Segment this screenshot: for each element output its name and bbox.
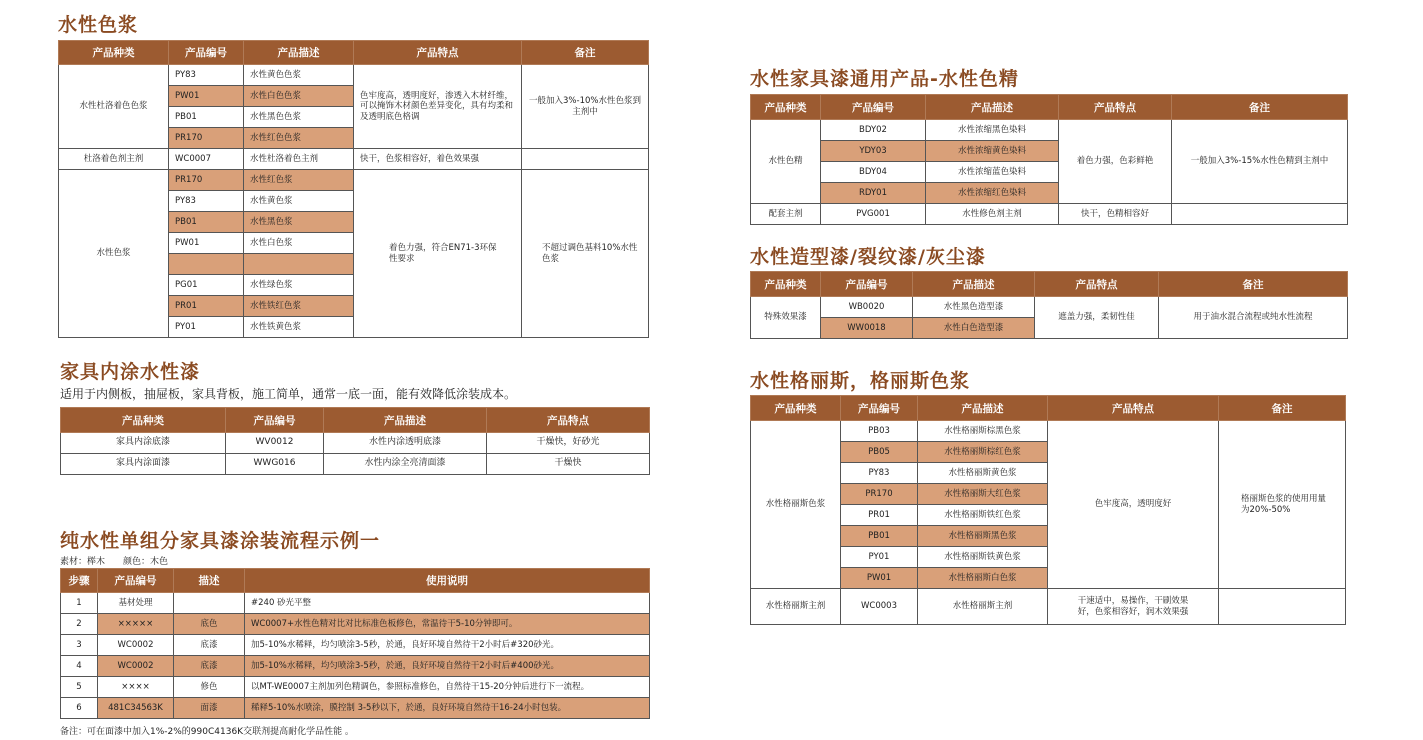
desc-cell: 水性铁红色浆 — [244, 296, 354, 317]
table-row — [61, 614, 650, 635]
step-cell: 4 — [61, 656, 98, 677]
desc-cell: 水性黄色色浆 — [244, 65, 354, 86]
code-cell: WC0002 — [98, 656, 174, 677]
instruction-cell: 加5-10%水稀释，均匀喷涂3-5秒，於通，良好环境自然待干2小时后#320砂光。 — [245, 635, 650, 656]
header-cell: 产品描述 — [926, 95, 1059, 120]
table-row — [61, 593, 650, 614]
code-cell: RDY01 — [821, 183, 926, 204]
header-cell: 产品特点 — [1059, 95, 1172, 120]
desc-cell: 水性格丽斯铁红色浆 — [918, 505, 1048, 526]
desc-cell: 底漆 — [174, 656, 245, 677]
header-cell: 产品特点 — [1048, 396, 1219, 421]
header-cell: 产品编号 — [841, 396, 918, 421]
desc-cell: 水性黑色色浆 — [244, 107, 354, 128]
desc-cell: 水性格丽斯黑色浆 — [918, 526, 1048, 547]
table-row — [61, 698, 650, 719]
desc-cell: 水性白色造型漆 — [913, 318, 1035, 339]
desc-cell: 水性内涂全亮清面漆 — [324, 454, 487, 475]
table-row — [61, 677, 650, 698]
desc-cell: 底色 — [174, 614, 245, 635]
category-cell: 水性格丽斯主剂 — [751, 589, 841, 625]
interior-paint-table — [60, 407, 650, 475]
code-cell: PR170 — [841, 484, 918, 505]
desc-cell: 水性黑色浆 — [244, 212, 354, 233]
desc-cell: 水性绿色浆 — [244, 275, 354, 296]
code-cell: PY01 — [169, 317, 244, 338]
table-row — [61, 656, 650, 677]
feature-cell: 遮盖力强，柔韧性佳 — [1035, 297, 1159, 339]
header-cell: 产品描述 — [913, 272, 1035, 297]
desc-cell: 水性浓缩黑色染料 — [926, 120, 1059, 141]
header-cell: 产品种类 — [61, 408, 226, 433]
category-cell: 水性杜洛着色色浆 — [59, 65, 169, 149]
remark-cell: 不超过调色基料10%水性色浆 — [522, 170, 649, 338]
desc-cell: 水性浓缩黄色染料 — [926, 141, 1059, 162]
header-cell: 产品描述 — [918, 396, 1048, 421]
table-header-row — [751, 95, 1348, 120]
remark-cell: 用于油水混合流程或纯水性流程 — [1159, 297, 1348, 339]
desc-cell: 水性格丽斯大红色浆 — [918, 484, 1048, 505]
table-row — [751, 421, 1346, 442]
table-header-row — [751, 396, 1346, 421]
table-row — [751, 589, 1346, 625]
desc-cell: 水性白色色浆 — [244, 86, 354, 107]
instruction-cell: 以MT-WE0007主剂加列色精调色，参照标准修色，自然待干15-20分钟后进行下一流程。 — [245, 677, 650, 698]
feature-cell: 着色力强，色彩鲜艳 — [1059, 120, 1172, 204]
table-row — [61, 454, 650, 475]
section-subtitle-interior-paint: 适用于内侧板，抽屉板，家具背板，施工简单，通常一底一面，能有效降低涂装成本。 — [60, 387, 517, 401]
desc-cell: 水性格丽斯白色浆 — [918, 568, 1048, 589]
header-cell: 产品特点 — [487, 408, 650, 433]
header-cell: 产品编号 — [226, 408, 324, 433]
desc-cell: 水性铁黄色浆 — [244, 317, 354, 338]
header-cell: 产品编号 — [98, 569, 174, 593]
table-row — [61, 433, 650, 454]
table-header-row — [59, 41, 649, 65]
code-cell: PR170 — [169, 170, 244, 191]
desc-cell: 底漆 — [174, 635, 245, 656]
code-cell: 481C34563K — [98, 698, 174, 719]
desc-cell — [174, 593, 245, 614]
header-cell: 产品种类 — [751, 272, 821, 297]
header-cell: 产品种类 — [751, 95, 821, 120]
section-title-process-example: 纯水性单组分家具漆涂装流程示例一 — [60, 530, 381, 552]
category-cell: 特殊效果漆 — [751, 297, 821, 339]
process-note: 备注：可在面漆中加入1%-2%的990C4136K交联剂提高耐化学品性能 。 — [60, 727, 354, 737]
desc-cell: 水性浓缩红色染料 — [926, 183, 1059, 204]
code-cell: PG01 — [169, 275, 244, 296]
table-row — [61, 635, 650, 656]
header-cell: 产品编号 — [169, 41, 244, 65]
code-cell: PB01 — [169, 107, 244, 128]
glaze-table — [750, 395, 1346, 625]
code-cell: BDY04 — [821, 162, 926, 183]
code-cell: PR01 — [169, 296, 244, 317]
code-cell: PVG001 — [821, 204, 926, 225]
table-row — [59, 65, 649, 86]
desc-cell: 水性黄色浆 — [244, 191, 354, 212]
desc-cell: 水性红色色浆 — [244, 128, 354, 149]
header-cell: 产品种类 — [751, 396, 841, 421]
code-cell: PB05 — [841, 442, 918, 463]
code-cell: PY01 — [841, 547, 918, 568]
desc-cell: 面漆 — [174, 698, 245, 719]
instruction-cell: #240 砂光平整 — [245, 593, 650, 614]
desc-cell: 水性浓缩蓝色染料 — [926, 162, 1059, 183]
table-row — [59, 149, 649, 170]
feature-cell: 着色力强，符合EN71-3环保性要求 — [354, 170, 522, 338]
header-cell: 产品描述 — [244, 41, 354, 65]
step-cell: 1 — [61, 593, 98, 614]
table-row — [751, 120, 1348, 141]
header-cell: 备注 — [1159, 272, 1348, 297]
code-cell: WC0003 — [841, 589, 918, 625]
category-cell: 配套主剂 — [751, 204, 821, 225]
material-info: 素材：榉木 颜色：木色 — [60, 557, 169, 567]
step-cell: 5 — [61, 677, 98, 698]
step-cell: 6 — [61, 698, 98, 719]
feature-cell: 快干，色精相容好 — [1059, 204, 1172, 225]
instruction-cell: 稀释5-10%水喷涂，膜控制 3-5秒以下，於通，良好环境自然待干16-24小时包装。 — [245, 698, 650, 719]
desc-cell: 水性红色浆 — [244, 170, 354, 191]
table-row — [59, 170, 649, 191]
code-cell: PB03 — [841, 421, 918, 442]
texture-paint-table — [750, 271, 1348, 339]
remark-cell: 一般加入3%-15%水性色精到主剂中 — [1172, 120, 1348, 204]
desc-cell: 水性格丽斯主剂 — [918, 589, 1048, 625]
section-title-texture-paint: 水性造型漆/裂纹漆/灰尘漆 — [750, 246, 986, 268]
code-cell: BDY02 — [821, 120, 926, 141]
table-header-row — [61, 569, 650, 593]
instruction-cell: 加5-10%水稀释，均匀喷涂3-5秒，於通，良好环境自然待干2小时后#400砂光。 — [245, 656, 650, 677]
desc-cell: 水性内涂透明底漆 — [324, 433, 487, 454]
desc-cell: 水性白色浆 — [244, 233, 354, 254]
code-cell: PY83 — [841, 463, 918, 484]
desc-cell: 修色 — [174, 677, 245, 698]
feature-cell: 干燥快，好砂光 — [487, 433, 650, 454]
code-cell: PW01 — [841, 568, 918, 589]
code-cell: PW01 — [169, 233, 244, 254]
code-cell: PB01 — [841, 526, 918, 547]
category-cell: 家具内涂底漆 — [61, 433, 226, 454]
step-cell: 2 — [61, 614, 98, 635]
feature-cell: 色牢度高，透明度好，渗透入木材纤维，可以掩饰木材颜色差异变化，具有均柔和及透明底色格调 — [354, 65, 522, 149]
desc-cell: 水性修色剂主剂 — [926, 204, 1059, 225]
category-cell: 家具内涂面漆 — [61, 454, 226, 475]
desc-cell: 水性格丽斯棕黑色浆 — [918, 421, 1048, 442]
section-title-water-dye: 水性家具漆通用产品-水性色精 — [750, 68, 1019, 90]
remark-cell — [1219, 589, 1346, 625]
desc-cell — [244, 254, 354, 275]
header-cell: 产品特点 — [354, 41, 522, 65]
desc-cell: 水性杜洛着色主剂 — [244, 149, 354, 170]
step-cell: 3 — [61, 635, 98, 656]
desc-cell: 水性格丽斯黄色浆 — [918, 463, 1048, 484]
category-cell: 杜洛着色剂主剂 — [59, 149, 169, 170]
remark-cell: 一般加入3%-10%水性色浆到主剂中 — [522, 65, 649, 149]
header-cell: 产品特点 — [1035, 272, 1159, 297]
remark-cell: 格丽斯色浆的使用用量为20%-50% — [1219, 421, 1346, 589]
header-cell: 步骤 — [61, 569, 98, 593]
code-cell: ××××× — [98, 614, 174, 635]
process-table — [60, 568, 650, 719]
remark-cell — [522, 149, 649, 170]
water-colorant-table — [58, 40, 649, 338]
table-row — [751, 204, 1348, 225]
table-header-row — [61, 408, 650, 433]
code-cell: WB0020 — [821, 297, 913, 318]
remark-cell — [1172, 204, 1348, 225]
header-cell: 备注 — [522, 41, 649, 65]
feature-cell: 干速适中，易操作，干刷效果好，色浆相容好，润木效果强 — [1048, 589, 1219, 625]
header-cell: 使用说明 — [245, 569, 650, 593]
header-cell: 产品编号 — [821, 272, 913, 297]
code-cell: WC0007 — [169, 149, 244, 170]
code-cell: 基材处理 — [98, 593, 174, 614]
code-cell: WWG016 — [226, 454, 324, 475]
header-cell: 产品种类 — [59, 41, 169, 65]
feature-cell: 快干，色浆相容好，着色效果强 — [354, 149, 522, 170]
code-cell: PR170 — [169, 128, 244, 149]
header-cell: 备注 — [1172, 95, 1348, 120]
feature-cell: 干燥快 — [487, 454, 650, 475]
code-cell: PR01 — [841, 505, 918, 526]
category-cell: 水性色精 — [751, 120, 821, 204]
category-cell: 水性色浆 — [59, 170, 169, 338]
desc-cell: 水性黑色造型漆 — [913, 297, 1035, 318]
code-cell: PY83 — [169, 191, 244, 212]
section-title-water-colorant: 水性色浆 — [58, 14, 139, 36]
desc-cell: 水性格丽斯铁黄色浆 — [918, 547, 1048, 568]
code-cell: WW0018 — [821, 318, 913, 339]
section-title-interior-paint: 家具内涂水性漆 — [60, 361, 201, 383]
header-cell: 产品描述 — [324, 408, 487, 433]
code-cell — [169, 254, 244, 275]
code-cell: ×××× — [98, 677, 174, 698]
feature-cell: 色牢度高，透明度好 — [1048, 421, 1219, 589]
desc-cell: 水性格丽斯棕红色浆 — [918, 442, 1048, 463]
instruction-cell: WC0007+水性色精对比对比标准色板修色，常温待干5-10分钟即可。 — [245, 614, 650, 635]
section-title-glaze: 水性格丽斯，格丽斯色浆 — [750, 370, 971, 392]
water-dye-table — [750, 94, 1348, 225]
code-cell: PY83 — [169, 65, 244, 86]
code-cell: PW01 — [169, 86, 244, 107]
code-cell: WC0002 — [98, 635, 174, 656]
table-row — [751, 297, 1348, 318]
code-cell: YDY03 — [821, 141, 926, 162]
table-header-row — [751, 272, 1348, 297]
code-cell: WV0012 — [226, 433, 324, 454]
code-cell: PB01 — [169, 212, 244, 233]
header-cell: 描述 — [174, 569, 245, 593]
header-cell: 备注 — [1219, 396, 1346, 421]
category-cell: 水性格丽斯色浆 — [751, 421, 841, 589]
header-cell: 产品编号 — [821, 95, 926, 120]
